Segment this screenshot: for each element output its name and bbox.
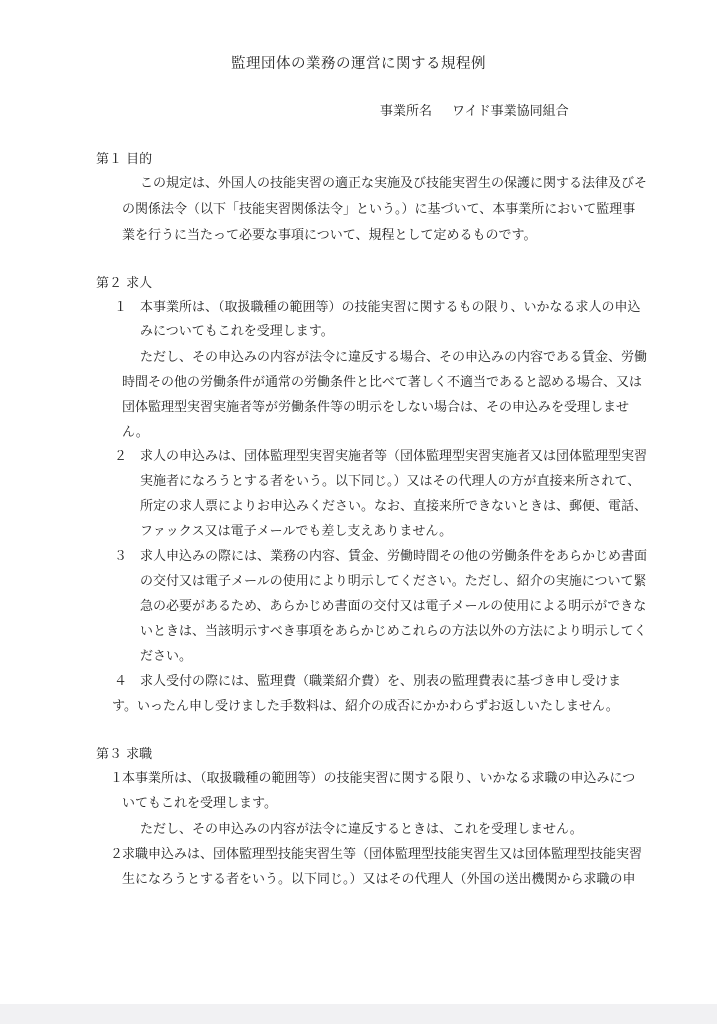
- section-3-item-2-line: 求職申込みは、団体監理型技能実習生等（団体監理型技能実習生又は団体監理型技能実習: [122, 847, 643, 862]
- section-3-item-2-line: 生になろうとする者をいう。以下同じ。）又はその代理人（外国の送出機関から求職の申: [122, 872, 636, 887]
- section-2-item-2-line: 求人の申込みは、団体監理型実習実施者等（団体監理型実習実施者又は団体監理型実習: [140, 449, 648, 464]
- section-2-item-1-line: 団体監理型実習実施者等が労働条件等の明示をしない場合は、その申込みを受理しませ: [122, 400, 630, 415]
- section-2-item-1-line: 本事業所は、（取扱職種の範囲等）の技能実習に関するもの限り、いかなる求人の申込: [140, 300, 641, 315]
- section-1-line: この規定は、外国人の技能実習の適正な実施及び技能実習生の保護に関する法律及びそ: [140, 176, 648, 191]
- organization-label: 事業所名: [380, 104, 433, 119]
- section-3-heading: 第３ 求職: [96, 747, 153, 762]
- section-2-item-1-line: ただし、その申込みの内容が法令に違反する場合、その申込みの内容である賃金、労働: [140, 350, 648, 365]
- section-2-item-3-line: の交付又は電子メールの使用により明示してください。ただし、紹介の実施について緊: [140, 574, 647, 589]
- section-3-item-1-line: 本事業所は、（取扱職種の範囲等）の技能実習に関する限り、いかなる求職の申込みにつ: [122, 771, 636, 786]
- section-3-item-1-line: いてもこれを受理します。: [122, 796, 277, 811]
- section-2-item-3-line: 求人申込みの際には、業務の内容、賃金、労働時間その他の労働条件をあらかじめ書面: [140, 549, 648, 564]
- section-2-item-2-line: ファックス又は電子メールでも差し支えありません。: [140, 524, 453, 539]
- section-2-item-3-line: 急の必要があるため、あらかじめ書面の交付又は電子メールの使用による明示ができな: [140, 599, 647, 614]
- page-bottom-edge: [0, 1004, 717, 1024]
- section-1-line: の関係法令（以下「技能実習関係法令」という。）に基づいて、本事業所において監理事: [122, 202, 636, 217]
- section-2-item-2-line: 実施者になろうとする者をいう。以下同じ。）又はその代理人の方が直接来所されて、: [140, 474, 641, 489]
- section-3-item-2-number: ２: [110, 847, 124, 862]
- section-2-heading: 第２ 求人: [96, 276, 153, 291]
- section-3-item-1-line: ただし、その申込みの内容が法令に違反するときは、これを受理しません。: [140, 822, 583, 837]
- section-3-item-1-number: １: [110, 771, 124, 786]
- organization-line: [380, 100, 569, 119]
- section-2-item-2-line: 所定の求人票によりお申込みください。なお、直接来所できないときは、郵便、電話、: [140, 499, 648, 514]
- document-title: 監理団体の業務の運営に関する規程例: [231, 56, 486, 72]
- section-2-item-3-line: いときは、当該明示すべき事項をあらかじめこれらの方法以外の方法により明示してく: [140, 624, 647, 639]
- section-2-item-1-line: みについてもこれを受理します。: [140, 324, 334, 339]
- section-1-line: 業を行うに当たって必要な事項について、規程として定めるものです。: [122, 228, 537, 243]
- section-2-item-1-line: 時間その他の労働条件が通常の労働条件と比べて著しく不適当であると認める場合、又は: [122, 375, 643, 390]
- section-2-item-1-number: １: [114, 300, 128, 315]
- section-2-item-4-line: 求人受付の際には、監理費（職業紹介費）を、別表の監理費表に基づき申し受けま: [140, 674, 622, 689]
- section-2-item-3-number: ３: [114, 549, 128, 564]
- section-2-item-4-line: す。いったん申し受けました手数料は、紹介の成否にかかわらずお返しいたしません。: [112, 699, 619, 714]
- section-2-item-2-number: ２: [114, 449, 128, 464]
- organization-name: ワイド事業協同組合: [452, 104, 569, 119]
- section-1-heading: 第１ 目的: [96, 152, 153, 167]
- section-2-item-1-line: ん。: [122, 425, 149, 440]
- section-2-item-4-number: ４: [114, 674, 128, 689]
- section-2-item-3-line: ださい。: [140, 649, 193, 664]
